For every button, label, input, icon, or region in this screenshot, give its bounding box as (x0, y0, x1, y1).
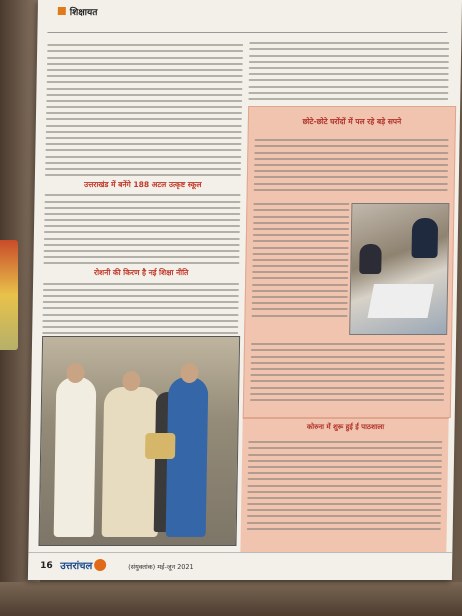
ceremony-photo (38, 336, 240, 546)
feature-box-text-top (254, 135, 449, 191)
child-figure (411, 218, 438, 258)
person-figure (54, 377, 97, 537)
article-heading: उत्तराखंड में बनेंगे 188 अटल उत्कृष्ट स्कूल (83, 180, 202, 190)
secondary-box (240, 418, 448, 553)
page-footer (28, 552, 452, 580)
children-studying-photo (349, 203, 449, 335)
gift-item (145, 433, 175, 459)
page-header (58, 2, 98, 20)
secondary-box-heading: कोरुना में शुरू हुई ई पाठशाला (306, 423, 385, 431)
right-column-top (248, 38, 449, 104)
left-column (42, 40, 243, 336)
paper-sheet (367, 284, 434, 318)
feature-box-text-bottom (250, 339, 445, 401)
section-title: शिक्षायत (69, 7, 98, 18)
article-subheading: रोशनी की किरण है नई शिक्षा नीति (94, 268, 189, 278)
secondary-box-text (247, 437, 443, 530)
header-rule (47, 32, 447, 33)
section-marker-icon (58, 7, 66, 15)
body-text-block (43, 194, 240, 264)
page-number: 16 (40, 561, 53, 571)
feature-box (243, 106, 456, 418)
magazine-name: उत्तरांचल (60, 561, 93, 572)
magazine-logo (60, 558, 106, 572)
magazine-page (28, 0, 462, 580)
background-surface-bottom (0, 582, 462, 616)
feature-box-text-left (251, 199, 349, 317)
body-text-block (45, 44, 243, 176)
person-figure (102, 387, 161, 537)
feature-box-heading: छोटे-छोटे घरोंदों में पल रहे बड़े सपने (302, 117, 402, 126)
issue-label: (संयुक्तांक) मई-जून 2021 (128, 563, 194, 571)
logo-circle-icon (94, 559, 106, 571)
body-text-block (42, 283, 239, 336)
adjacent-page-strip (0, 240, 18, 350)
child-figure (359, 244, 382, 274)
